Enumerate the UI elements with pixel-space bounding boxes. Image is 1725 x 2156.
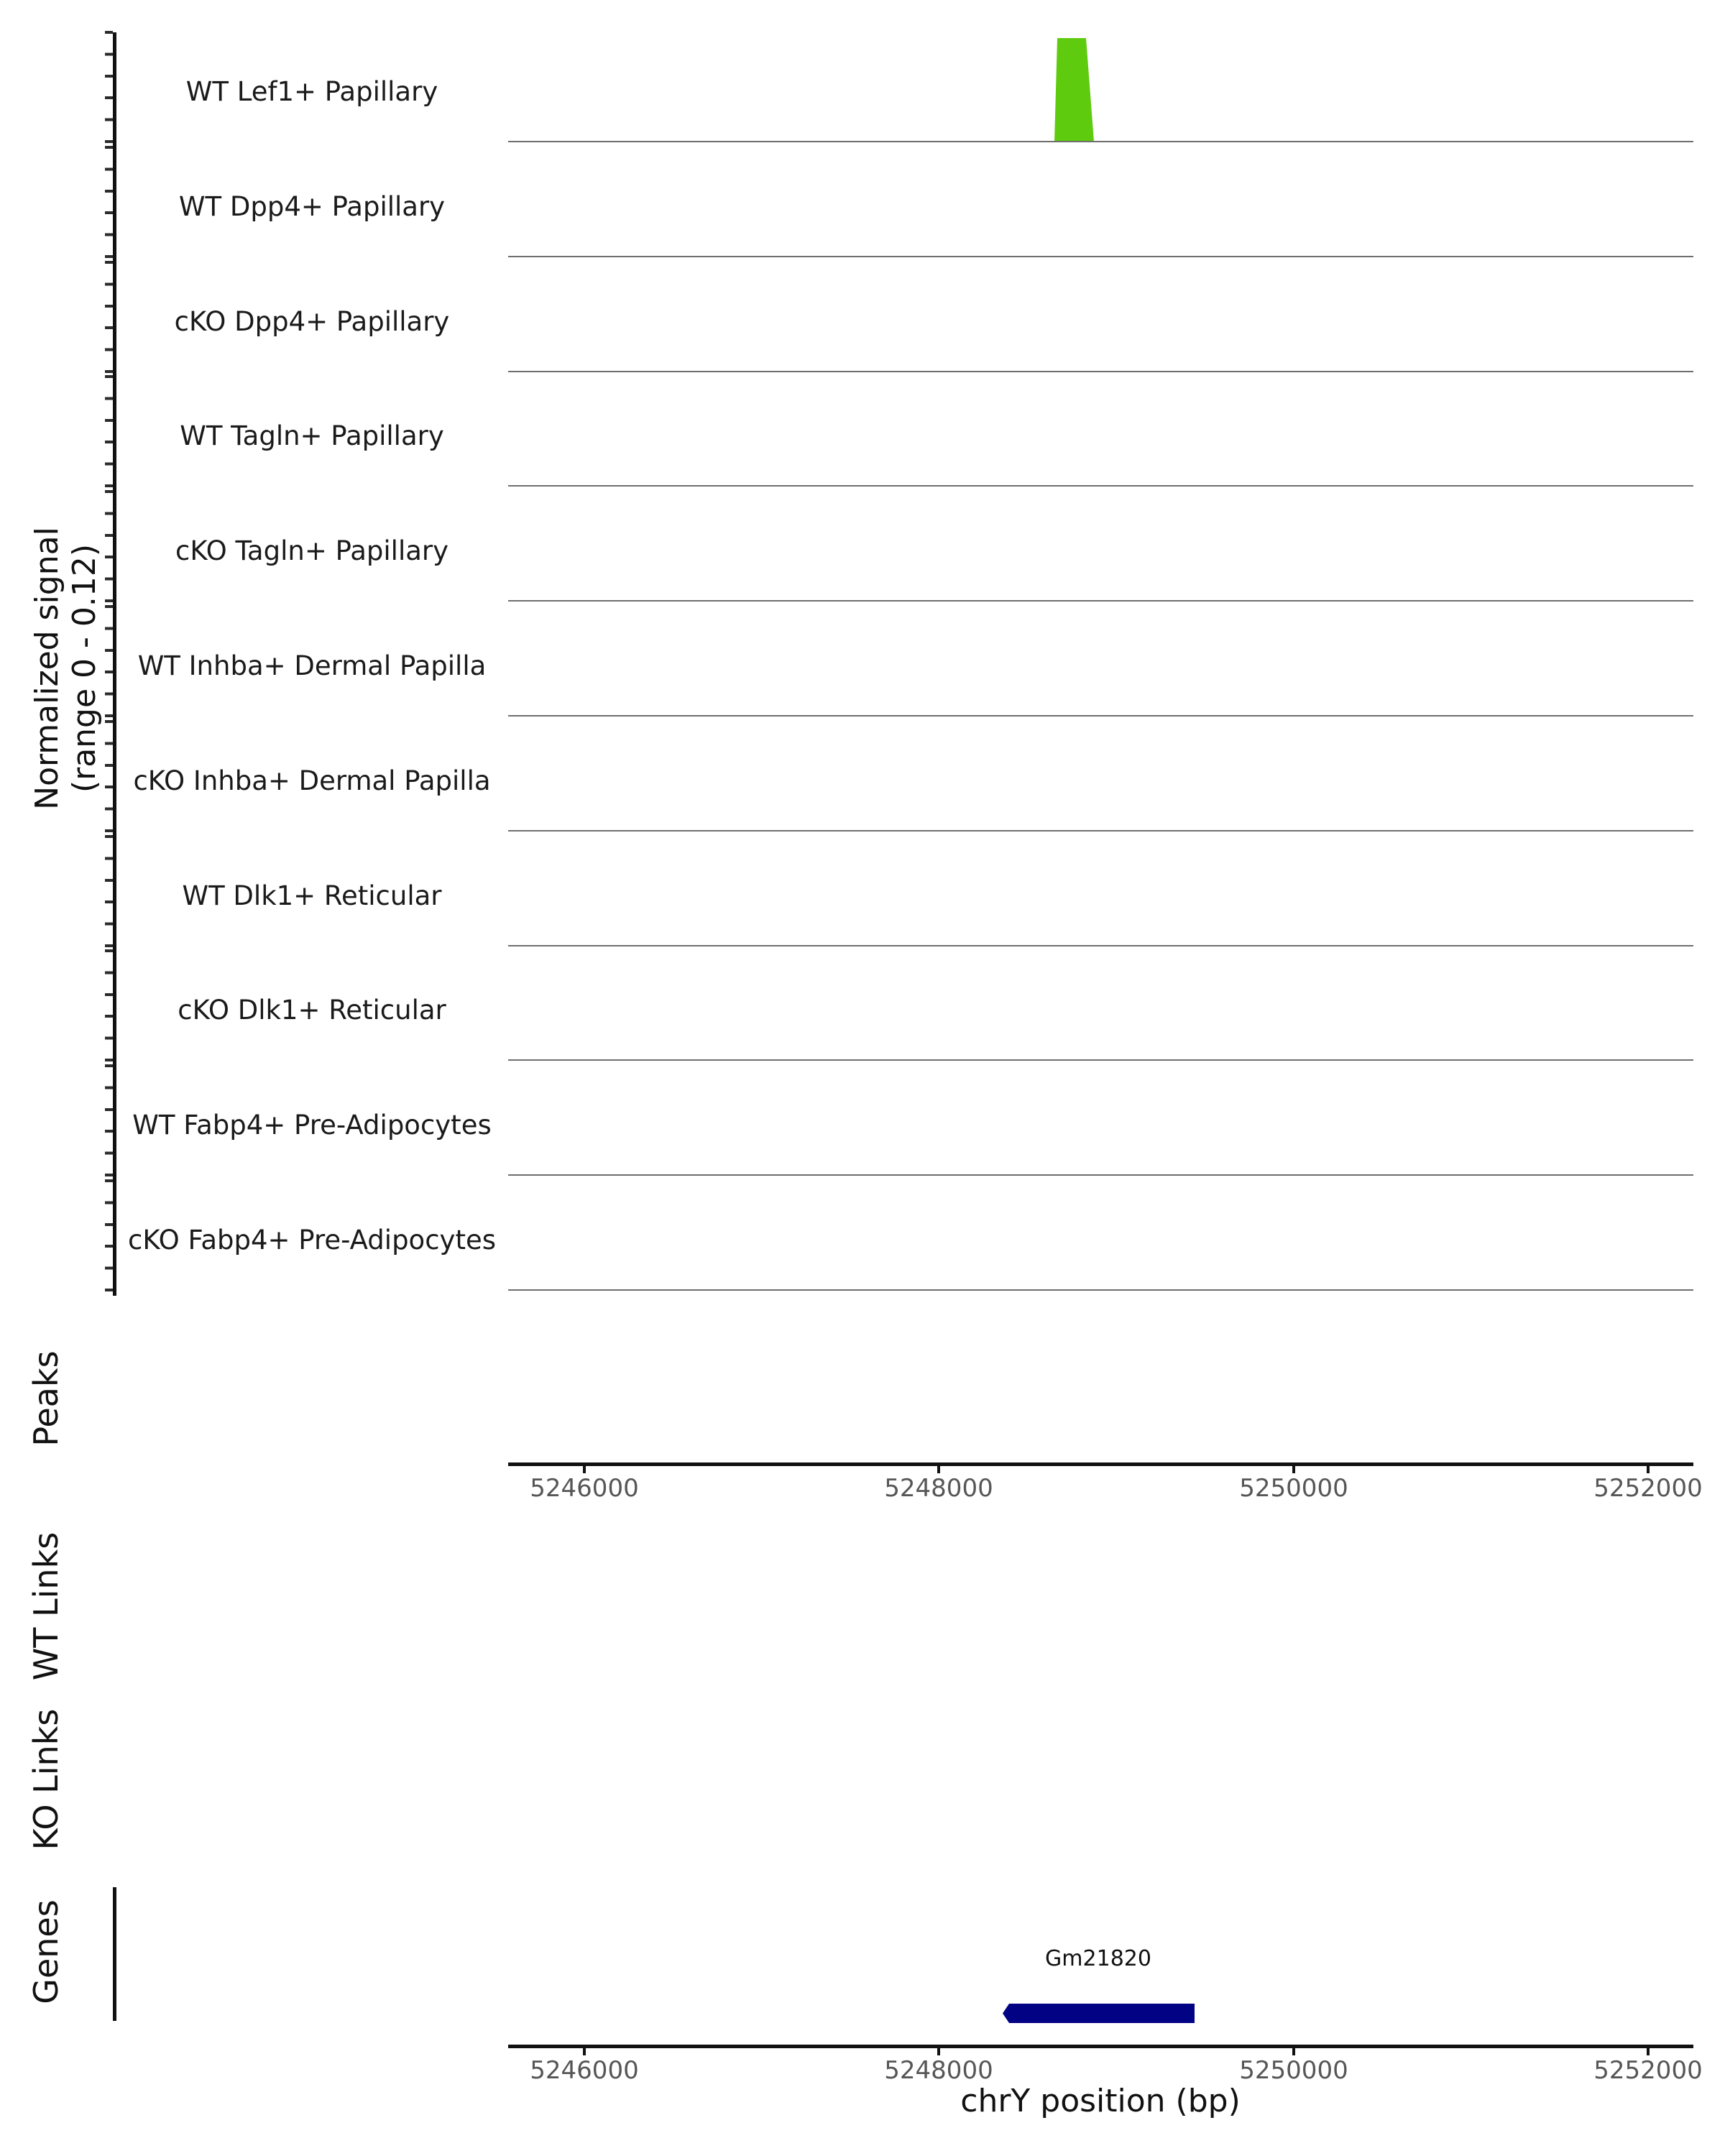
- track-y-ticks: [105, 146, 113, 258]
- track-y-ticks: [105, 1064, 113, 1176]
- signal-track: [0, 951, 1725, 1060]
- wt-links-section-label: WT Links: [27, 1531, 65, 1681]
- bottom-x-axis-tick: [1647, 2048, 1650, 2055]
- genes-y-axis-spine: [113, 1887, 116, 2021]
- peaks-section-label: Peaks: [27, 1350, 65, 1447]
- track-baseline: [508, 1289, 1693, 1291]
- signal-track: [0, 1181, 1725, 1290]
- track-label: cKO Fabp4+ Pre-Adipocytes: [127, 1225, 496, 1256]
- track-baseline: [508, 371, 1693, 372]
- main-x-axis-tick: [1292, 1466, 1295, 1473]
- y-axis-title-line2: (range 0 - 0.12): [66, 543, 103, 793]
- main-x-axis-tick: [1647, 1466, 1650, 1473]
- track-label: WT Lef1+ Papillary: [185, 76, 438, 107]
- main-x-axis-tick-label: 5252000: [1593, 1474, 1703, 1503]
- signal-track: [0, 262, 1725, 372]
- track-label: cKO Dlk1+ Reticular: [178, 995, 446, 1026]
- gene-body-bar: [1003, 2004, 1195, 2023]
- track-y-ticks: [105, 261, 113, 373]
- y-axis-title-line1: Normalized signal: [29, 527, 65, 810]
- main-x-axis-tick-label: 5248000: [884, 1474, 993, 1503]
- signal-track: [0, 492, 1725, 601]
- track-baseline: [508, 830, 1693, 831]
- ko-links-section-label: KO Links: [27, 1708, 65, 1851]
- track-baseline: [508, 1174, 1693, 1176]
- signal-track: [0, 32, 1725, 142]
- genes-section-label: Genes: [27, 1899, 65, 2004]
- signal-track: [0, 147, 1725, 257]
- main-x-axis-tick: [937, 1466, 940, 1473]
- bottom-x-axis-tick: [937, 2048, 940, 2055]
- bottom-x-axis-tick: [583, 2048, 586, 2055]
- signal-track: [0, 722, 1725, 831]
- track-label: WT Dpp4+ Papillary: [178, 191, 446, 222]
- signal-peak: [1054, 38, 1094, 142]
- track-y-ticks: [105, 1179, 113, 1291]
- bottom-x-axis-tick-label: 5250000: [1239, 2056, 1348, 2085]
- signal-track: [0, 837, 1725, 946]
- track-y-ticks: [105, 720, 113, 832]
- track-label: cKO Tagln+ Papillary: [175, 535, 449, 566]
- track-label: WT Dlk1+ Reticular: [182, 880, 442, 911]
- x-axis-title: chrY position (bp): [960, 2083, 1241, 2119]
- track-y-ticks: [105, 490, 113, 602]
- track-y-ticks: [105, 375, 113, 487]
- track-y-ticks: [105, 31, 113, 143]
- track-label: cKO Dpp4+ Papillary: [174, 306, 450, 337]
- main-x-axis-tick-label: 5246000: [530, 1474, 639, 1503]
- track-baseline: [508, 600, 1693, 602]
- track-baseline: [508, 141, 1693, 142]
- main-x-axis-tick-label: 5250000: [1239, 1474, 1348, 1503]
- bottom-x-axis-tick-label: 5246000: [530, 2056, 639, 2085]
- signal-track: [0, 1066, 1725, 1175]
- bottom-x-axis-tick: [1292, 2048, 1295, 2055]
- track-baseline: [508, 715, 1693, 717]
- track-label: WT Inhba+ Dermal Papilla: [137, 650, 487, 681]
- bottom-x-axis-line: [508, 2045, 1693, 2048]
- track-label: cKO Inhba+ Dermal Papilla: [133, 765, 491, 796]
- track-baseline: [508, 256, 1693, 257]
- track-baseline: [508, 485, 1693, 487]
- track-label: WT Tagln+ Papillary: [180, 420, 444, 451]
- track-label: WT Fabp4+ Pre-Adipocytes: [132, 1110, 492, 1141]
- signal-track: [0, 607, 1725, 716]
- bottom-x-axis-tick-label: 5248000: [884, 2056, 993, 2085]
- gene-name-label: Gm21820: [1045, 1946, 1151, 1971]
- bottom-x-axis-tick-label: 5252000: [1593, 2056, 1703, 2085]
- track-y-ticks: [105, 835, 113, 947]
- main-x-axis-tick: [583, 1466, 586, 1473]
- track-baseline: [508, 945, 1693, 946]
- track-baseline: [508, 1059, 1693, 1061]
- signal-track: [0, 377, 1725, 486]
- track-y-ticks: [105, 605, 113, 717]
- main-x-axis-line: [508, 1462, 1693, 1466]
- track-y-ticks: [105, 949, 113, 1061]
